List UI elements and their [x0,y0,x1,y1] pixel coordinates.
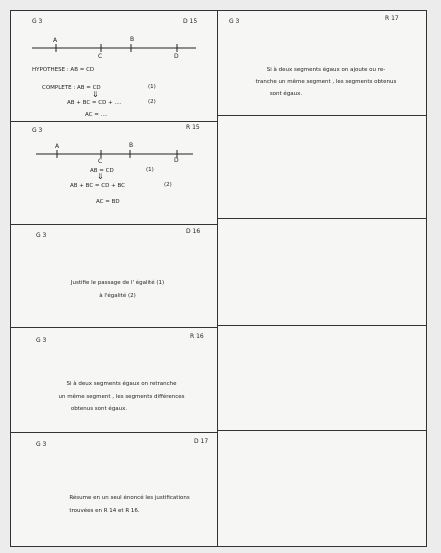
card-text-line: tranche un même segment , les segments obtenus [255,79,397,85]
card-ref: R 17 [385,15,399,22]
card-text-line: Justifie le passage de l' égalité (1) [70,280,165,286]
card-text-line: à l'égalité (2) [99,293,136,299]
point-label: B [130,36,135,43]
card-code: G 3 [36,441,47,448]
point-label: D [174,157,179,164]
card-text-line: Résume en un seul énoncé les justifications [69,495,190,501]
card-text-line: Si à deux segments égaux on retranche [66,381,177,387]
card-text-line: un même segment , les segments différences [58,394,185,400]
card-ref: R 16 [190,333,204,340]
equation-number: (1) [146,167,154,173]
card-code: G 3 [32,18,43,25]
card-code: G 3 [32,127,43,134]
point-label: B [129,142,134,149]
result-line: AC = BD [96,199,120,205]
card-ref: D 15 [183,18,198,25]
card-ref: D 16 [186,228,201,235]
result-line: AC = .... [85,112,108,118]
equation-number: (1) [148,84,156,90]
complete-line: COMPLETE : AB = CD [42,85,101,91]
point-label: C [98,158,103,165]
point-label: A [55,143,60,150]
card-code: G 3 [229,18,240,25]
card-code: G 3 [36,337,47,344]
segment-diagram-d15 [32,44,196,52]
card-ref: D 17 [194,438,209,445]
point-label: D [174,53,179,60]
equation-number: (2) [148,99,156,105]
down-arrow-icon: ⇓ [97,172,104,181]
card-text-line: trouvées en R 14 et R 16. [69,508,140,514]
card-text-line: Si à deux segments égaux on ajoute ou re- [266,67,386,73]
sum-line: AB + BC = CD + BC [70,183,125,189]
equality-line: AB = CD [90,168,114,174]
hypothesis-line: HYPOTHESE : AB = CD [32,67,95,73]
point-label: A [53,37,58,44]
card-code: G 3 [36,232,47,239]
card-text-line: obtenus sont égaux. [70,406,128,412]
card-ref: R 15 [186,124,200,131]
equation-number: (2) [164,182,172,188]
card-text-line: sont égaux. [269,91,303,97]
down-arrow-icon: ⇓ [92,90,99,99]
point-label: C [98,53,103,60]
sum-line: AB + BC = CD + .... [67,100,122,106]
segment-diagram-r15 [36,150,193,158]
